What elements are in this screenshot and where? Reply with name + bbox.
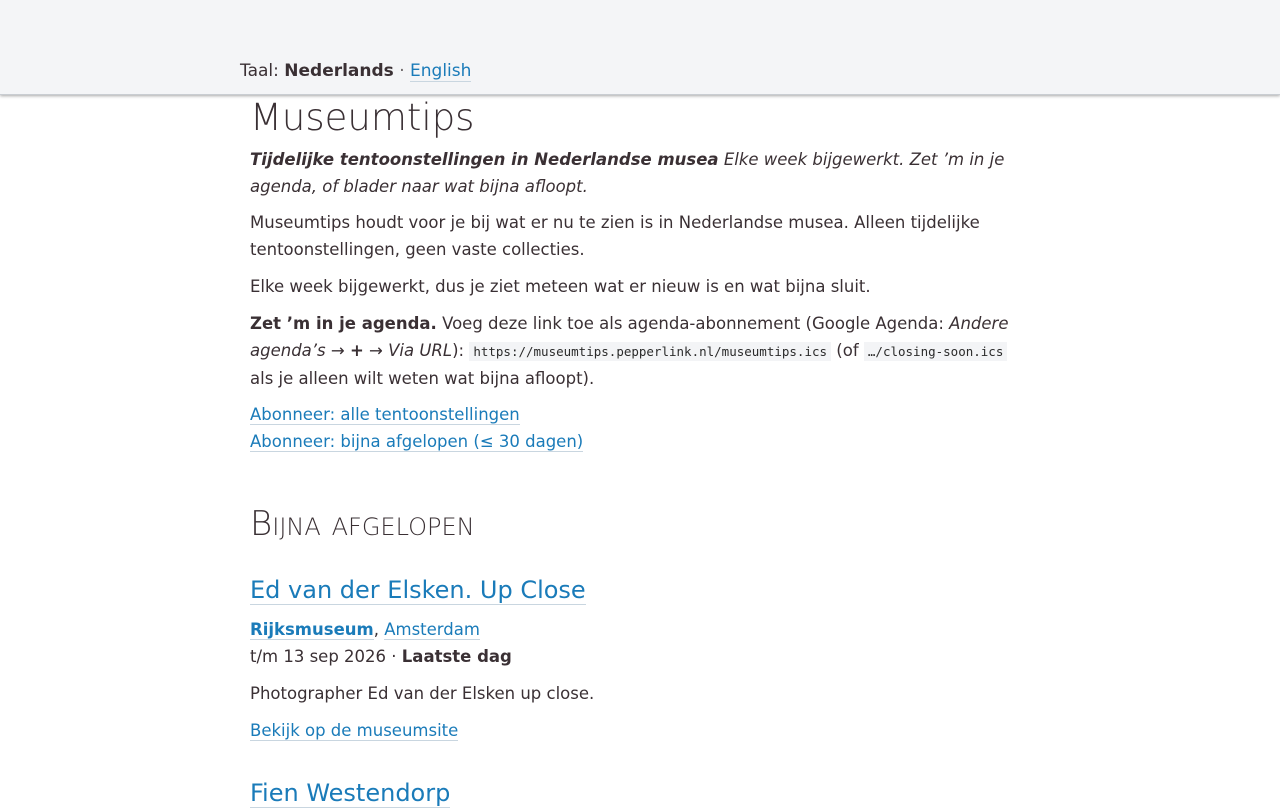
status-badge: Laatste dag <box>401 647 512 666</box>
subscribe-links <box>250 401 1030 455</box>
arrow-2: → <box>369 341 383 360</box>
museum-link[interactable]: Rijksmuseum <box>250 620 374 639</box>
tagline-rest: Elke week bijgewerkt. Zet ’m in je agenda, of blader naar wat bijna afloopt. <box>250 150 1005 196</box>
tagline-bold: Tijdelijke tentoonstellingen in Nederlandse musea <box>250 150 719 169</box>
calendar-text: Voeg deze link toe als agenda-abonnement (Google Agenda: <box>442 314 944 333</box>
calendar-heading: Zet ’m in je agenda. <box>250 314 437 333</box>
language-label: Taal: <box>240 61 279 81</box>
calendar-text-2: ): <box>452 341 465 360</box>
date-separator: · <box>391 647 397 666</box>
page-title: Museumtips <box>250 96 475 139</box>
calendar-text-3: (of <box>836 341 859 360</box>
tagline <box>250 146 1030 200</box>
arrow-1: → <box>330 341 345 360</box>
plus-sign: + <box>349 341 364 360</box>
exhibition-title-link[interactable]: Ed van der Elsken. Up Close <box>250 576 586 604</box>
subscribe-closing-link[interactable]: Abonneer: bijna afgelopen (≤ 30 dagen) <box>250 432 584 451</box>
exhibition-dates <box>250 643 1030 670</box>
language-separator: · <box>399 61 405 81</box>
city-link[interactable]: Amsterdam <box>384 620 480 639</box>
closing-soon-path: …/closing-soon.ics <box>864 342 1007 361</box>
subscribe-all-link[interactable]: Abonneer: alle tentoonstellingen <box>250 405 520 424</box>
calendar-path-2: Via URL <box>388 341 453 360</box>
exhibition-location: Rijksmuseum, Amsterdam <box>250 620 480 639</box>
calendar-paragraph <box>250 310 1030 392</box>
section-title: Bijna afgelopen <box>250 504 475 544</box>
top-bar <box>0 0 1280 95</box>
calendar-text-4: als je alleen wilt weten wat bijna afloopt). <box>250 369 595 388</box>
weekly-paragraph: Elke week bijgewerkt, dus je ziet meteen wat er nieuw is en wat bijna sluit. <box>250 277 871 296</box>
exhibition-title <box>250 778 450 808</box>
exhibition-title <box>250 575 586 605</box>
exhibition-link-row <box>250 717 1030 744</box>
calendar-url: https://museumtips.pepperlink.nl/museumtips.ics <box>469 342 831 361</box>
language-switcher <box>240 60 471 82</box>
language-english-link[interactable]: English <box>410 61 472 81</box>
calendar-path-1: Andere agenda’s <box>250 314 1009 360</box>
exhibition-title-link[interactable]: Fien Westendorp <box>250 779 451 807</box>
exhibition-until: t/m 13 sep 2026 <box>250 647 387 666</box>
exhibition-description: Photographer Ed van der Elsken up close. <box>250 684 595 703</box>
intro-paragraph: Museumtips houdt voor je bij wat er nu te zien is in Nederlandse musea. Alleen tijdelijke tentoonstellingen, geen vaste collecties. <box>250 213 980 259</box>
language-current: Nederlands <box>284 61 394 81</box>
museum-site-link[interactable]: Bekijk op de museumsite <box>250 721 459 740</box>
